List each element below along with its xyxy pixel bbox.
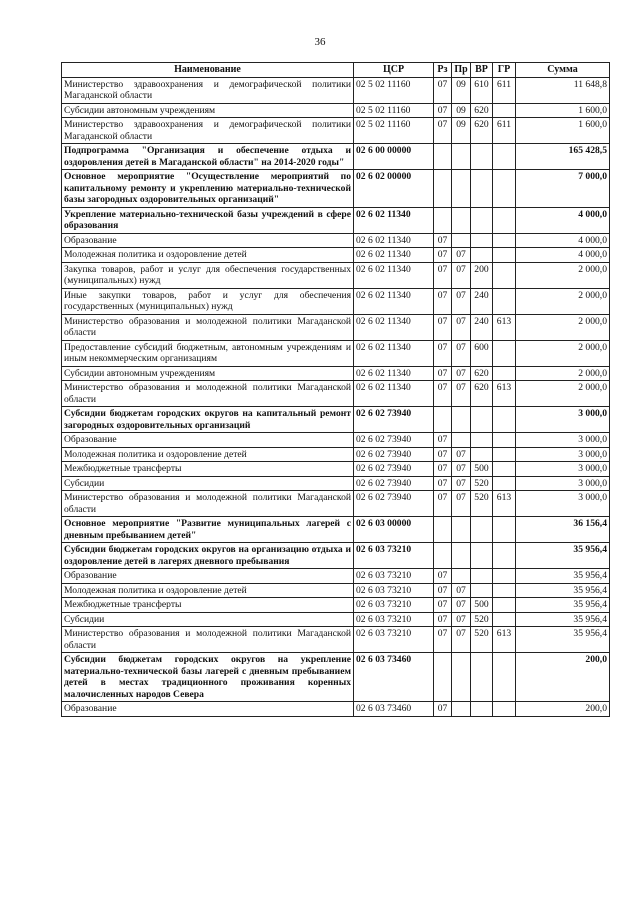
cell-gr <box>493 447 516 462</box>
cell-pr: 07 <box>452 447 471 462</box>
cell-rz: 07 <box>434 381 452 407</box>
cell-gr <box>493 543 516 569</box>
cell-name: Закупка товаров, работ и услуг для обеспечения государственных (муниципальных) нужд <box>62 262 354 288</box>
cell-vr <box>471 447 493 462</box>
cell-gr <box>493 653 516 702</box>
cell-sum: 2 000,0 <box>516 314 610 340</box>
cell-name: Субсидии автономным учреждениям <box>62 103 354 118</box>
cell-pr <box>452 144 471 170</box>
cell-gr <box>493 598 516 613</box>
cell-pr: 09 <box>452 103 471 118</box>
cell-sum: 2 000,0 <box>516 366 610 381</box>
header-row <box>62 63 610 78</box>
cell-gr <box>493 288 516 314</box>
cell-rz <box>434 653 452 702</box>
table-row <box>62 381 610 407</box>
cell-pr <box>452 170 471 208</box>
cell-vr: 520 <box>471 627 493 653</box>
budget-table <box>61 62 610 717</box>
cell-name: Основное мероприятие "Осуществление мероприятий по капитальному ремонту и укреплению материально-технической базы загородных оздоровительных организаций" <box>62 170 354 208</box>
cell-gr <box>493 248 516 263</box>
cell-vr <box>471 144 493 170</box>
header-csr: ЦСР <box>354 63 434 78</box>
header-vr: ВР <box>471 63 493 78</box>
cell-csr: 02 6 02 11340 <box>354 262 434 288</box>
table-row <box>62 118 610 144</box>
cell-pr: 07 <box>452 262 471 288</box>
table-row <box>62 543 610 569</box>
cell-gr <box>493 612 516 627</box>
cell-gr <box>493 476 516 491</box>
cell-vr: 240 <box>471 288 493 314</box>
cell-rz: 07 <box>434 612 452 627</box>
cell-gr <box>493 103 516 118</box>
cell-vr: 620 <box>471 103 493 118</box>
cell-rz: 07 <box>434 491 452 517</box>
cell-sum: 3 000,0 <box>516 476 610 491</box>
cell-pr: 07 <box>452 381 471 407</box>
cell-rz: 07 <box>434 248 452 263</box>
cell-pr: 09 <box>452 77 471 103</box>
table-row <box>62 144 610 170</box>
cell-rz <box>434 407 452 433</box>
cell-vr <box>471 407 493 433</box>
cell-sum: 2 000,0 <box>516 262 610 288</box>
cell-csr: 02 6 02 11340 <box>354 233 434 248</box>
cell-rz <box>434 543 452 569</box>
cell-sum: 2 000,0 <box>516 288 610 314</box>
cell-name: Субсидии автономным учреждениям <box>62 366 354 381</box>
cell-vr <box>471 702 493 717</box>
table-row <box>62 288 610 314</box>
table-row <box>62 627 610 653</box>
cell-gr: 613 <box>493 314 516 340</box>
cell-rz: 07 <box>434 598 452 613</box>
cell-csr: 02 6 02 73940 <box>354 491 434 517</box>
cell-pr: 07 <box>452 248 471 263</box>
table-row <box>62 433 610 448</box>
cell-gr <box>493 207 516 233</box>
cell-vr: 620 <box>471 366 493 381</box>
cell-sum: 35 956,4 <box>516 569 610 584</box>
cell-pr: 07 <box>452 476 471 491</box>
cell-vr <box>471 433 493 448</box>
cell-name: Субсидии бюджетам городских округов на укрепление материально-технической базы лагерей с дневным пребыванием детей в местах традиционного проживания коренных малочисленных народов Севера <box>62 653 354 702</box>
cell-name: Образование <box>62 433 354 448</box>
cell-name: Министерство здравоохранения и демографической политики Магаданской области <box>62 118 354 144</box>
cell-gr <box>493 462 516 477</box>
cell-csr: 02 6 02 11340 <box>354 248 434 263</box>
cell-name: Министерство образования и молодежной политики Магаданской области <box>62 381 354 407</box>
cell-rz <box>434 207 452 233</box>
cell-csr: 02 6 02 73940 <box>354 447 434 462</box>
cell-vr: 600 <box>471 340 493 366</box>
cell-pr <box>452 233 471 248</box>
cell-name: Образование <box>62 569 354 584</box>
cell-sum: 35 956,4 <box>516 612 610 627</box>
table-row <box>62 702 610 717</box>
cell-rz <box>434 517 452 543</box>
cell-pr <box>452 702 471 717</box>
cell-pr: 07 <box>452 288 471 314</box>
cell-rz: 07 <box>434 627 452 653</box>
cell-vr <box>471 170 493 208</box>
table-row <box>62 262 610 288</box>
header-name: Наименование <box>62 63 354 78</box>
cell-name: Подпрограмма "Организация и обеспечение отдыха и оздоровления детей в Магаданской области" на 2014-2020 годы" <box>62 144 354 170</box>
cell-sum: 4 000,0 <box>516 248 610 263</box>
cell-name: Молодежная политика и оздоровление детей <box>62 248 354 263</box>
cell-rz <box>434 170 452 208</box>
cell-sum: 1 600,0 <box>516 103 610 118</box>
cell-rz: 07 <box>434 77 452 103</box>
cell-rz: 07 <box>434 118 452 144</box>
cell-sum: 2 000,0 <box>516 381 610 407</box>
cell-sum: 1 600,0 <box>516 118 610 144</box>
cell-gr <box>493 433 516 448</box>
cell-name: Образование <box>62 233 354 248</box>
cell-sum: 3 000,0 <box>516 447 610 462</box>
cell-pr: 07 <box>452 366 471 381</box>
cell-name: Министерство образования и молодежной политики Магаданской области <box>62 627 354 653</box>
cell-pr: 07 <box>452 627 471 653</box>
cell-vr: 520 <box>471 491 493 517</box>
cell-gr <box>493 170 516 208</box>
cell-rz: 07 <box>434 476 452 491</box>
cell-rz: 07 <box>434 262 452 288</box>
cell-sum: 200,0 <box>516 653 610 702</box>
cell-csr: 02 6 02 11340 <box>354 381 434 407</box>
table-row <box>62 314 610 340</box>
table-row <box>62 517 610 543</box>
table-row <box>62 476 610 491</box>
cell-rz: 07 <box>434 433 452 448</box>
cell-csr: 02 6 02 73940 <box>354 433 434 448</box>
table-row <box>62 598 610 613</box>
cell-name: Министерство образования и молодежной политики Магаданской области <box>62 491 354 517</box>
cell-csr: 02 6 02 00000 <box>354 170 434 208</box>
cell-gr <box>493 340 516 366</box>
cell-rz: 07 <box>434 340 452 366</box>
cell-pr <box>452 543 471 569</box>
cell-gr <box>493 583 516 598</box>
cell-gr: 611 <box>493 118 516 144</box>
cell-pr: 07 <box>452 583 471 598</box>
table-row <box>62 170 610 208</box>
cell-vr <box>471 653 493 702</box>
cell-gr <box>493 407 516 433</box>
cell-rz: 07 <box>434 314 452 340</box>
cell-vr <box>471 233 493 248</box>
cell-sum: 4 000,0 <box>516 207 610 233</box>
cell-pr: 07 <box>452 462 471 477</box>
cell-vr <box>471 569 493 584</box>
cell-vr: 520 <box>471 476 493 491</box>
cell-vr <box>471 517 493 543</box>
cell-pr <box>452 207 471 233</box>
cell-gr: 613 <box>493 381 516 407</box>
table-row <box>62 569 610 584</box>
cell-gr <box>493 262 516 288</box>
cell-rz: 07 <box>434 103 452 118</box>
cell-sum: 3 000,0 <box>516 433 610 448</box>
cell-vr: 200 <box>471 262 493 288</box>
cell-pr: 07 <box>452 491 471 517</box>
cell-rz: 07 <box>434 569 452 584</box>
cell-pr: 09 <box>452 118 471 144</box>
cell-gr <box>493 233 516 248</box>
cell-name: Укрепление материально-технической базы учреждений в сфере образования <box>62 207 354 233</box>
cell-vr: 520 <box>471 612 493 627</box>
cell-csr: 02 6 00 00000 <box>354 144 434 170</box>
cell-sum: 2 000,0 <box>516 340 610 366</box>
cell-vr: 500 <box>471 598 493 613</box>
cell-rz: 07 <box>434 583 452 598</box>
cell-sum: 4 000,0 <box>516 233 610 248</box>
cell-gr <box>493 144 516 170</box>
cell-name: Образование <box>62 702 354 717</box>
cell-csr: 02 6 03 73460 <box>354 702 434 717</box>
cell-sum: 11 648,8 <box>516 77 610 103</box>
cell-csr: 02 6 03 73210 <box>354 543 434 569</box>
cell-csr: 02 6 02 11340 <box>354 340 434 366</box>
cell-name: Предоставление субсидий бюджетным, автономным учреждениям и иным некоммерческим организациям <box>62 340 354 366</box>
cell-sum: 36 156,4 <box>516 517 610 543</box>
cell-name: Молодежная политика и оздоровление детей <box>62 447 354 462</box>
cell-name: Субсидии <box>62 612 354 627</box>
table-row <box>62 491 610 517</box>
cell-gr <box>493 569 516 584</box>
cell-csr: 02 5 02 11160 <box>354 103 434 118</box>
cell-csr: 02 6 02 11340 <box>354 288 434 314</box>
cell-csr: 02 6 03 73210 <box>354 569 434 584</box>
cell-vr <box>471 583 493 598</box>
cell-gr <box>493 366 516 381</box>
cell-pr: 07 <box>452 612 471 627</box>
cell-csr: 02 5 02 11160 <box>354 118 434 144</box>
cell-gr <box>493 702 516 717</box>
cell-sum: 200,0 <box>516 702 610 717</box>
cell-csr: 02 6 02 11340 <box>354 314 434 340</box>
cell-vr: 620 <box>471 381 493 407</box>
cell-name: Иные закупки товаров, работ и услуг для обеспечения государственных (муниципальных) нужд <box>62 288 354 314</box>
cell-vr: 610 <box>471 77 493 103</box>
cell-rz: 07 <box>434 288 452 314</box>
table-row <box>62 207 610 233</box>
table-row <box>62 77 610 103</box>
cell-csr: 02 6 03 00000 <box>354 517 434 543</box>
cell-csr: 02 6 03 73210 <box>354 598 434 613</box>
cell-sum: 35 956,4 <box>516 543 610 569</box>
cell-vr <box>471 543 493 569</box>
table-body <box>62 77 610 716</box>
cell-name: Министерство здравоохранения и демографической политики Магаданской области <box>62 77 354 103</box>
table-row <box>62 653 610 702</box>
cell-pr <box>452 433 471 448</box>
cell-sum: 3 000,0 <box>516 462 610 477</box>
cell-sum: 35 956,4 <box>516 627 610 653</box>
cell-pr <box>452 569 471 584</box>
cell-gr <box>493 517 516 543</box>
cell-rz <box>434 144 452 170</box>
cell-csr: 02 6 02 73940 <box>354 407 434 433</box>
cell-pr: 07 <box>452 314 471 340</box>
cell-rz: 07 <box>434 462 452 477</box>
table-row <box>62 340 610 366</box>
cell-rz: 07 <box>434 702 452 717</box>
cell-name: Межбюджетные трансферты <box>62 598 354 613</box>
table-row <box>62 447 610 462</box>
cell-vr: 620 <box>471 118 493 144</box>
cell-name: Основное мероприятие "Развитие муниципальных лагерей с дневным пребыванием детей" <box>62 517 354 543</box>
cell-gr: 613 <box>493 627 516 653</box>
cell-rz: 07 <box>434 233 452 248</box>
cell-sum: 3 000,0 <box>516 407 610 433</box>
table-row <box>62 407 610 433</box>
table-row <box>62 462 610 477</box>
cell-pr <box>452 517 471 543</box>
table-row <box>62 612 610 627</box>
cell-csr: 02 6 02 73940 <box>354 462 434 477</box>
cell-name: Субсидии <box>62 476 354 491</box>
cell-sum: 35 956,4 <box>516 583 610 598</box>
cell-csr: 02 5 02 11160 <box>354 77 434 103</box>
cell-sum: 165 428,5 <box>516 144 610 170</box>
cell-pr: 07 <box>452 340 471 366</box>
cell-csr: 02 6 02 73940 <box>354 476 434 491</box>
page-number: 36 <box>314 36 326 48</box>
cell-name: Молодежная политика и оздоровление детей <box>62 583 354 598</box>
header-gr: ГР <box>493 63 516 78</box>
header-pr: Пр <box>452 63 471 78</box>
cell-pr: 07 <box>452 598 471 613</box>
cell-vr: 500 <box>471 462 493 477</box>
table-row <box>62 103 610 118</box>
cell-gr: 611 <box>493 77 516 103</box>
cell-name: Межбюджетные трансферты <box>62 462 354 477</box>
cell-csr: 02 6 03 73460 <box>354 653 434 702</box>
cell-name: Министерство образования и молодежной политики Магаданской области <box>62 314 354 340</box>
cell-pr <box>452 653 471 702</box>
table-row <box>62 233 610 248</box>
cell-csr: 02 6 03 73210 <box>354 583 434 598</box>
cell-rz: 07 <box>434 447 452 462</box>
cell-sum: 35 956,4 <box>516 598 610 613</box>
cell-csr: 02 6 03 73210 <box>354 612 434 627</box>
cell-sum: 3 000,0 <box>516 491 610 517</box>
table-row <box>62 248 610 263</box>
cell-name: Субсидии бюджетам городских округов на капитальный ремонт загородных оздоровительных организаций <box>62 407 354 433</box>
cell-vr: 240 <box>471 314 493 340</box>
cell-rz: 07 <box>434 366 452 381</box>
cell-csr: 02 6 02 11340 <box>354 207 434 233</box>
header-sum: Сумма <box>516 63 610 78</box>
cell-vr <box>471 248 493 263</box>
cell-name: Субсидии бюджетам городских округов на организацию отдыха и оздоровление детей в лагерях дневного пребывания <box>62 543 354 569</box>
cell-pr <box>452 407 471 433</box>
cell-sum: 7 000,0 <box>516 170 610 208</box>
table-row <box>62 366 610 381</box>
cell-gr: 613 <box>493 491 516 517</box>
header-rz: Рз <box>434 63 452 78</box>
table-row <box>62 583 610 598</box>
cell-csr: 02 6 02 11340 <box>354 366 434 381</box>
cell-vr <box>471 207 493 233</box>
cell-csr: 02 6 03 73210 <box>354 627 434 653</box>
